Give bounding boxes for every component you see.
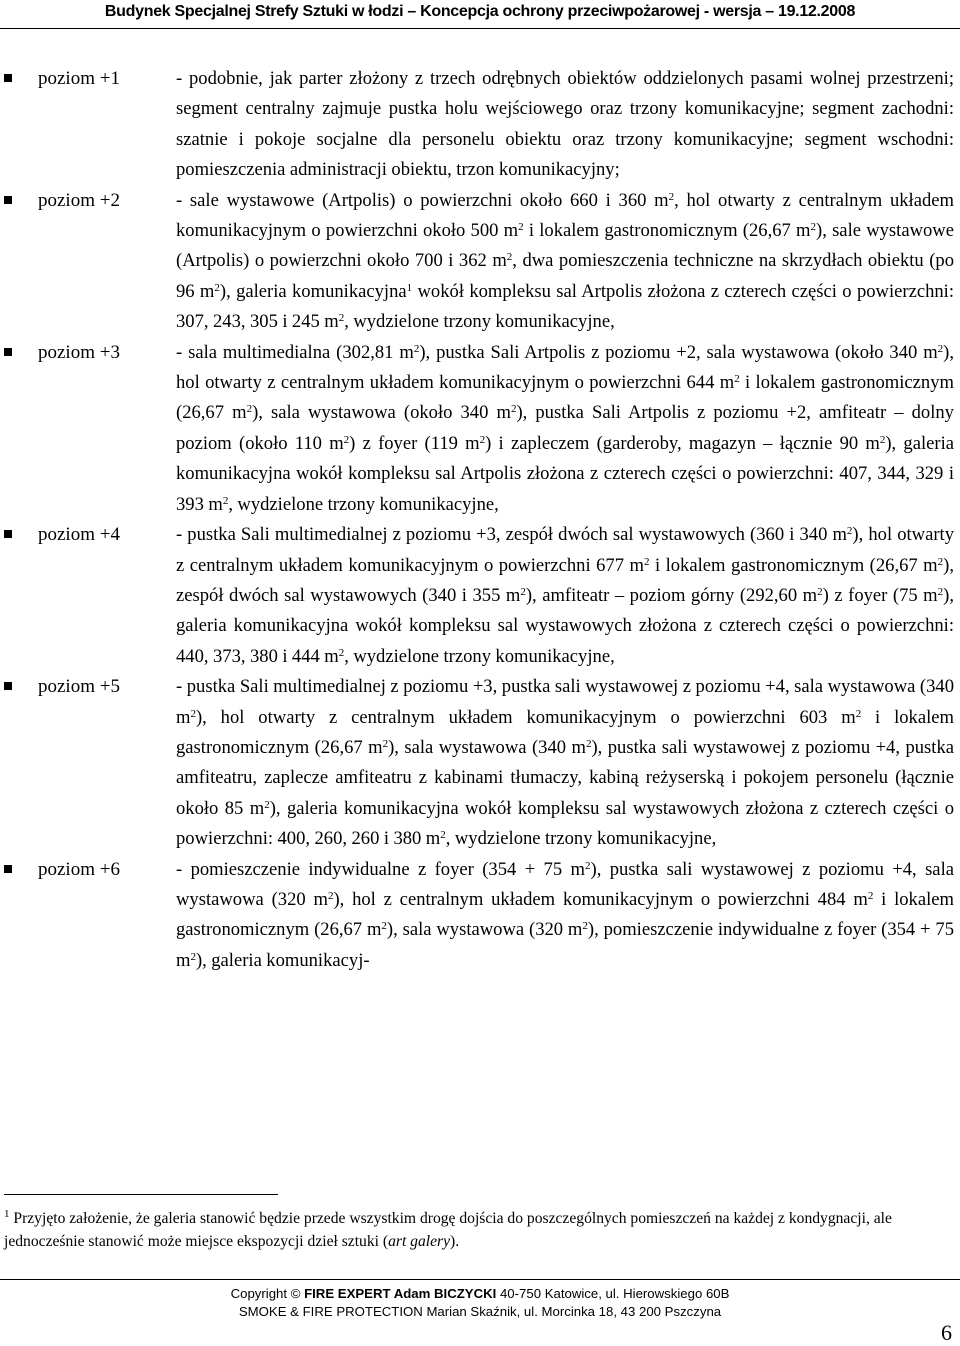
- superscript: 2: [479, 433, 486, 446]
- level-entry: [0, 338, 960, 520]
- text-segment: - sale wystawowe (Artpolis) o powierzchni około 660 i 360 m: [176, 189, 669, 211]
- text-segment: ), galeria komunikacyjna: [219, 280, 407, 302]
- level-entry: [0, 64, 960, 186]
- footnote-text: Przyjęto założenie, że galeria stanowić będzie przede wszystkim drogę dojścia do poszczególnych pomieszczeń na każdej z kondygnacji, ale jednocześnie stanowić może miejsce ekspozycji dzieł sztuki (: [4, 1210, 892, 1250]
- text-segment: , wydzielone trzony komunikacyjne,: [344, 645, 615, 667]
- text-segment: - pustka Sali multimedialnej z poziomu +3, pustka sali wystawowej z poziomu +4, sala wystawowa (340 m: [176, 676, 954, 728]
- text-segment: ) z foyer (119 m: [349, 432, 480, 454]
- footnote-rule: [4, 1194, 278, 1195]
- level-label: poziom +3: [38, 341, 120, 363]
- level-entry: [0, 520, 960, 672]
- square-bullet-icon: [4, 196, 12, 204]
- text-segment: - pomieszczenie indywidualne z foyer (354 + 75 m: [176, 858, 585, 880]
- superscript: 2: [222, 494, 229, 507]
- text-segment: ), pustka sali wystawowej z poziomu +4, sala wystawowa (320 m: [176, 858, 954, 910]
- superscript: 2: [585, 859, 591, 872]
- text-segment: ), sala wystawowa (340 m: [388, 736, 586, 758]
- superscript: 2: [879, 433, 886, 446]
- superscript: 2: [264, 798, 270, 811]
- level-description: [176, 338, 954, 520]
- superscript: 2: [190, 707, 196, 720]
- superscript: 1: [406, 281, 413, 294]
- level-entry: [0, 855, 960, 977]
- footer-company: FIRE EXPERT Adam BICZYCKI: [304, 1286, 497, 1301]
- text-segment: i lokalem gastronomicznym (26,67 m: [176, 888, 954, 941]
- text-segment: , dwa pomieszczenia techniczne na skrzydłach obiektu (po 96 m: [176, 250, 954, 302]
- footer-copyright: Copyright ©: [230, 1286, 305, 1301]
- text-segment: - sala multimedialna (302,81 m: [176, 341, 414, 363]
- text-segment: ), sale wystawowe (Artpolis) o powierzchni około 700 i 362 m: [176, 220, 954, 272]
- page-header: Budynek Specjalnej Strefy Sztuki w łodzi – Koncepcja ochrony przeciwpożarowej - wersja – 19.12.2008: [104, 3, 856, 20]
- text-segment: i lokalem gastronomicznym (26,67 m: [649, 554, 938, 576]
- text-segment: ), galeria komunikacyjna wokół kompleksu sal wystawowych złożona z czterech części o powierzchni: 400, 260, 260 i 380 m: [176, 797, 954, 850]
- text-segment: ), hol otwarty z centralnym układem komunikacyjnym o powierzchni 644 m: [176, 341, 954, 394]
- superscript: 2: [440, 829, 446, 842]
- header-rule: [0, 28, 960, 29]
- square-bullet-icon: [4, 530, 12, 538]
- superscript: 2: [338, 312, 345, 325]
- text-segment: - podobnie, jak parter złożony z trzech odrębnych obiektów oddzielonych pasami wolnej przestrzeni; segment centralny zajmuje pustka holu wejściowego oraz trzony komunikacyjne; segment zachodni: szatnie i pokoje socjalne dla personelu obiektu oraz trzony komunikacyjne; segment wschodni: pomieszczenia administracji obiektu, trzon komunikacyjny;: [176, 68, 954, 181]
- level-description: [176, 672, 954, 854]
- text-segment: i lokalem gastronomicznym (26,67 m: [176, 372, 954, 424]
- level-list: [0, 64, 960, 976]
- superscript: 2: [413, 342, 420, 355]
- text-segment: , wydzielone trzony komunikacyjne,: [228, 493, 499, 515]
- superscript: 2: [343, 433, 350, 446]
- square-bullet-icon: [4, 348, 12, 356]
- superscript: 2: [582, 920, 588, 933]
- text-segment: ), galeria komunikacyj-: [195, 949, 370, 971]
- superscript: 2: [734, 373, 740, 386]
- superscript: 2: [518, 221, 524, 234]
- superscript: 2: [937, 585, 944, 598]
- superscript: 2: [382, 737, 389, 750]
- level-description: [176, 64, 954, 186]
- superscript: 2: [817, 585, 823, 598]
- superscript: 2: [668, 190, 675, 203]
- text-segment: ), pomieszczenie indywidualne z foyer (354 + 75 m: [176, 919, 954, 971]
- level-label: poziom +2: [38, 189, 120, 211]
- square-bullet-icon: [4, 865, 12, 873]
- text-segment: ), zespół dwóch sal wystawowych (340 i 355 m: [176, 554, 954, 606]
- footnote-mark: 1: [4, 1208, 10, 1220]
- level-label: poziom +1: [38, 68, 120, 89]
- superscript: 2: [937, 342, 944, 355]
- text-segment: wokół kompleksu sal Artpolis złożona z czterech części o powierzchni: 307, 243, 305 i 245 m: [176, 280, 955, 333]
- superscript: 2: [246, 403, 253, 416]
- level-label: poziom +6: [38, 858, 120, 880]
- footer-address: 40-750 Katowice, ul. Hierowskiego 60B: [496, 1286, 730, 1301]
- square-bullet-icon: [4, 74, 12, 82]
- text-segment: - pustka Sali multimedialnej z poziomu +3, zespół dwóch sal wystawowych (360 i 340 m: [176, 524, 847, 546]
- text-segment: ), galeria komunikacyjna wokół kompleksu sal Artpolis złożona z czterech części o powierzchni: 407, 344, 329 i 393 m: [176, 432, 955, 515]
- text-segment: ), pustka Sali Artpolis z poziomu +2, sala wystawowa (około 340 m: [419, 341, 938, 363]
- text-segment: ), pustka sali wystawowej z poziomu +4, pustka amfiteatru, zaplecze amfiteatru z kabinami tłumaczy, kabiną reżyserską i pokojem personelu (łącznie około 85 m: [176, 736, 954, 819]
- text-segment: ), hol z centralnym układem komunikacyjnym o powierzchni 484 m: [333, 888, 868, 910]
- text-segment: ), galeria komunikacyjna wokół kompleksu sal wystawowych złożona z czterech części o powierzchni: 440, 373, 380 i 444 m: [176, 584, 954, 667]
- superscript: 2: [867, 889, 874, 902]
- text-segment: ), hol otwarty z centralnym układem komunikacyjnym o powierzchni 603 m: [195, 706, 856, 728]
- footnote: [4, 1207, 950, 1253]
- level-description: [176, 186, 954, 338]
- text-segment: , wydzielone trzony komunikacyjne,: [344, 311, 615, 333]
- superscript: 2: [510, 403, 517, 416]
- text-segment: ), sala wystawowa (około 340 m: [252, 402, 511, 424]
- superscript: 2: [643, 555, 650, 568]
- superscript: 2: [810, 221, 817, 234]
- level-description: [176, 855, 954, 977]
- superscript: 2: [585, 737, 592, 750]
- superscript: 2: [190, 950, 196, 963]
- text-segment: ), amfiteatr – poziom górny (292,60 m: [525, 584, 818, 606]
- text-segment: ) i zapleczem (garderoby, magazyn – łącznie 90 m: [485, 432, 880, 454]
- superscript: 2: [338, 646, 345, 659]
- level-label: poziom +4: [38, 524, 120, 546]
- text-segment: , wydzielone trzony komunikacyjne,: [445, 828, 717, 850]
- superscript: 2: [937, 555, 944, 568]
- footer-line-2: SMOKE & FIRE PROTECTION Marian Skaźnik, ul. Morcinka 18, 43 200 Pszczyna: [238, 1304, 722, 1319]
- superscript: 2: [855, 707, 862, 720]
- superscript: 2: [520, 585, 526, 598]
- text-segment: ) z foyer (75 m: [822, 584, 938, 606]
- text-segment: , hol otwarty z centralnym układem komunikacyjnym o powierzchni około 500 m: [176, 189, 954, 242]
- footnote-end: ).: [450, 1233, 460, 1250]
- level-entry: [0, 672, 960, 854]
- text-segment: ), sala wystawowa (320 m: [386, 919, 583, 941]
- text-segment: i lokalem gastronomicznym (26,67 m: [523, 220, 811, 242]
- superscript: 2: [214, 281, 220, 294]
- text-segment: ), pustka Sali Artpolis z poziomu +2, amfiteatr – dolny poziom (około 110 m: [176, 402, 954, 454]
- text-segment: ), hol otwarty z centralnym układem komunikacyjnym o powierzchni 677 m: [176, 524, 954, 576]
- footer-rule: [0, 1279, 960, 1280]
- text-segment: i lokalem gastronomicznym (26,67 m: [176, 706, 954, 758]
- level-description: [176, 520, 954, 672]
- square-bullet-icon: [4, 682, 12, 690]
- level-entry: [0, 186, 960, 338]
- page-number: 6: [941, 1320, 952, 1345]
- footnote-italic: art galery: [388, 1233, 451, 1250]
- footer-line-1: [0, 1286, 960, 1301]
- superscript: 2: [327, 889, 334, 902]
- superscript: 2: [381, 920, 387, 933]
- superscript: 2: [506, 251, 513, 264]
- level-label: poziom +5: [38, 676, 120, 698]
- superscript: 2: [846, 525, 853, 538]
